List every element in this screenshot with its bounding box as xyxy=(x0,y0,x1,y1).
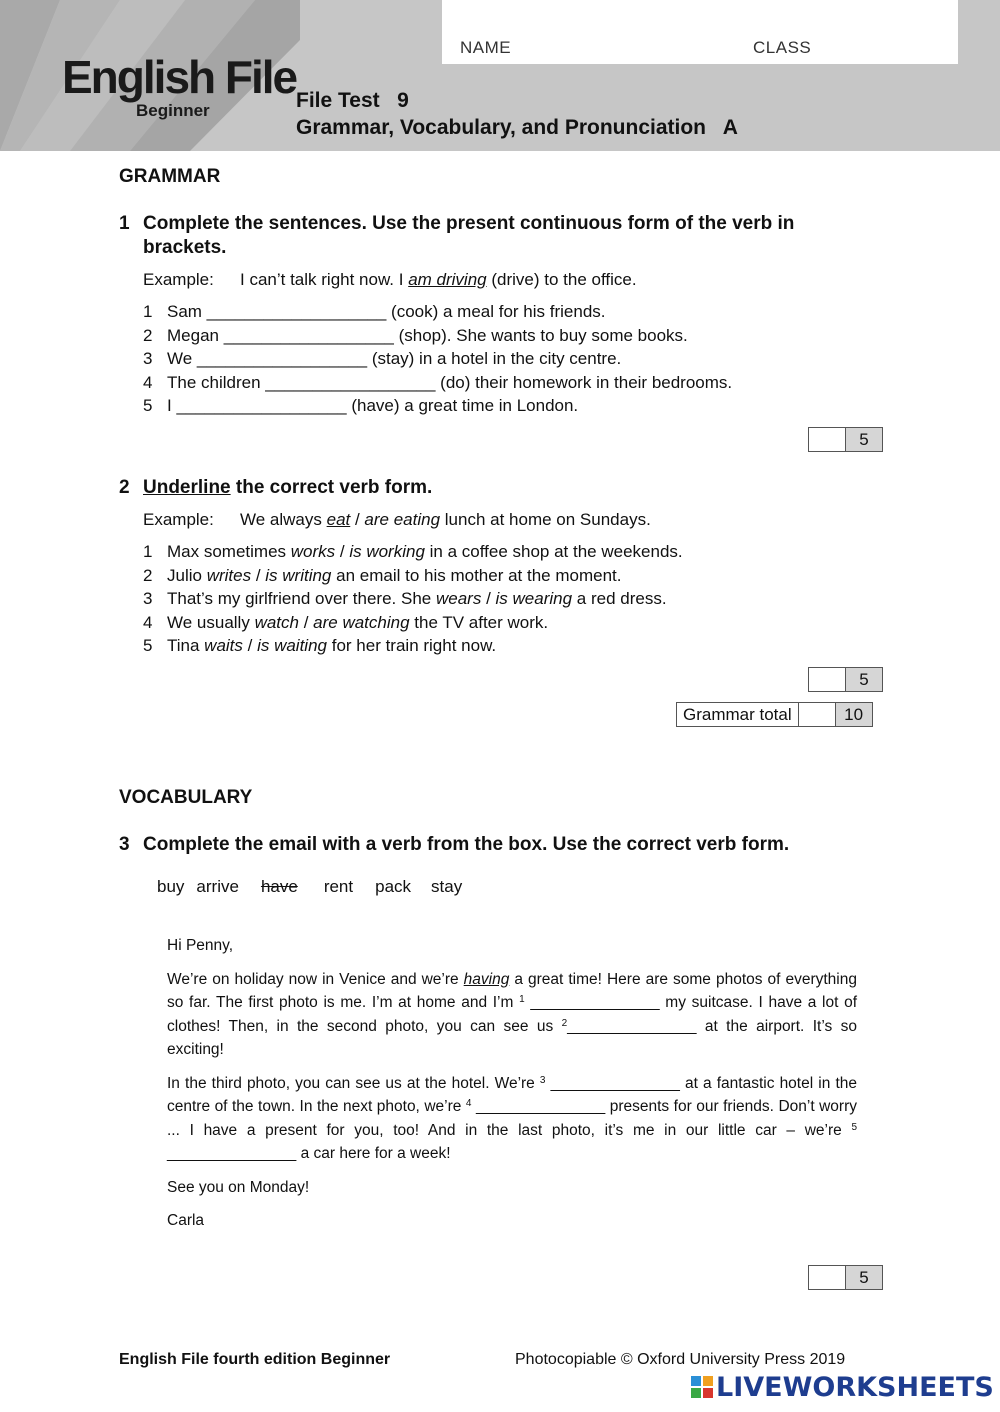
email-gap-text[interactable]: _______________ at a fantastic hotel in the centre of the town. In the next photo, we’re xyxy=(167,1074,857,1115)
option-1[interactable]: watch xyxy=(254,612,299,632)
item-number: 1 xyxy=(143,542,153,561)
test-subtitle-text: Grammar, Vocabulary, and Pronunciation A xyxy=(296,116,738,139)
item-number: 2 xyxy=(143,325,153,345)
email-text: We’re on holiday now in Venice and we’re xyxy=(167,970,464,988)
item-number: 3 xyxy=(143,589,153,608)
q3-instruction: Complete the email with a verb from the box. Use the correct verb form. xyxy=(143,834,790,855)
q1-item[interactable] xyxy=(143,347,732,371)
item-text: Max sometimes xyxy=(167,542,291,561)
test-subtitle xyxy=(296,116,738,140)
q2-score-box xyxy=(808,667,883,692)
score-input[interactable] xyxy=(809,668,846,691)
q3-number: 3 xyxy=(119,834,130,855)
email-gap-text[interactable]: _______________ a car here for a week! xyxy=(167,1145,451,1162)
grammar-total-box xyxy=(676,702,873,727)
word-box-item: stay xyxy=(431,877,463,896)
liveworksheets-text: LIVEWORKSHEETS xyxy=(716,1371,994,1403)
item-text: I __________________ (have) a great time in London. xyxy=(167,396,579,415)
option-1[interactable]: wears xyxy=(435,589,482,608)
q2-number: 2 xyxy=(119,477,130,498)
item-text-end: in a coffee shop at the weekends. xyxy=(424,542,683,561)
email-gap-text[interactable]: _______________ at the airport. It’s so exciting! xyxy=(167,1017,857,1058)
test-title xyxy=(296,89,409,113)
gap-number: 5 xyxy=(851,1121,857,1133)
item-number: 1 xyxy=(143,302,153,321)
example-option-1: eat xyxy=(326,510,351,529)
example-text: I can’t talk right now. I xyxy=(240,270,409,289)
option-2[interactable]: is writing xyxy=(265,565,332,585)
score-input[interactable] xyxy=(809,428,846,451)
option-1[interactable]: writes xyxy=(206,565,252,585)
name-label: NAME xyxy=(460,38,512,57)
name-class-box xyxy=(442,0,958,64)
item-number: 3 xyxy=(143,349,153,368)
q1-number: 1 xyxy=(119,213,130,234)
email-example-answer: having xyxy=(463,970,510,988)
email-closing: See you on Monday! xyxy=(167,1178,310,1196)
option-2[interactable]: are watching xyxy=(313,612,410,632)
email-body xyxy=(167,934,857,1233)
example-answer: am driving xyxy=(408,270,487,289)
q1-score-box xyxy=(808,427,883,452)
example-label: Example: xyxy=(143,510,214,529)
q2-items xyxy=(143,540,683,658)
gap-number: 3 xyxy=(539,1074,546,1086)
q2-item xyxy=(143,564,683,588)
test-title-text: File Test 9 xyxy=(296,89,409,112)
item-text: We usually xyxy=(167,612,255,632)
email-paragraph-1 xyxy=(167,968,857,1062)
example-label: Example: xyxy=(143,270,214,289)
word-box-item: rent xyxy=(323,877,354,896)
option-1[interactable]: works xyxy=(290,542,336,561)
logo-title: English File xyxy=(62,51,297,103)
item-text: Megan __________________ (shop). She wants to buy some books. xyxy=(167,325,688,345)
score-max: 5 xyxy=(846,668,882,691)
grammar-section-title: GRAMMAR xyxy=(119,166,221,187)
q1-item[interactable] xyxy=(143,300,732,324)
gap-number: 1 xyxy=(519,994,525,1005)
example-text-end: lunch at home on Sundays. xyxy=(440,510,651,529)
option-separator: / xyxy=(242,636,258,655)
email-text: a great time! Here are some photos of everything so far. The first photo is me. I’m at home and I’m xyxy=(167,970,857,1011)
page-header xyxy=(0,0,1000,151)
q1-instruction: Complete the sentences. Use the present continuous form of the verb in brackets. xyxy=(143,213,795,258)
email-signature: Carla xyxy=(167,1212,205,1229)
example-text-end: (drive) to the office. xyxy=(486,270,637,289)
item-text-end: the TV after work. xyxy=(409,612,549,632)
score-max: 5 xyxy=(846,428,882,451)
q2-item xyxy=(143,611,683,635)
word-box-item: arrive xyxy=(196,877,239,896)
score-input[interactable] xyxy=(809,1266,846,1289)
option-separator: / xyxy=(481,589,496,608)
liveworksheets-icon xyxy=(691,1376,713,1398)
footer-copyright: Photocopiable © Oxford University Press 2019 xyxy=(515,1351,846,1368)
item-text: We __________________ (stay) in a hotel in the city centre. xyxy=(167,349,622,368)
item-number: 5 xyxy=(143,636,153,655)
gap-number: 2 xyxy=(561,1017,568,1029)
liveworksheets-logo xyxy=(691,1372,994,1402)
option-separator: / xyxy=(251,565,266,585)
word-box xyxy=(157,875,462,899)
q2-instruction xyxy=(143,476,432,500)
option-separator: / xyxy=(335,542,350,561)
item-text: Sam ___________________ (cook) a meal for his friends. xyxy=(167,302,606,321)
option-1[interactable]: waits xyxy=(204,636,243,655)
score-max: 5 xyxy=(846,1266,882,1289)
q2-item xyxy=(143,634,683,658)
q1-item[interactable] xyxy=(143,324,732,348)
q3-score-box xyxy=(808,1265,883,1290)
item-number: 4 xyxy=(143,612,153,632)
word-box-item-used: have xyxy=(260,877,298,896)
email-text: In the third photo, you can see us at the hotel. We’re xyxy=(167,1074,540,1092)
item-text-end: for her train right now. xyxy=(327,636,497,655)
item-text: Tina xyxy=(167,636,205,655)
item-number: 4 xyxy=(143,372,153,392)
q1-example xyxy=(143,268,637,292)
q1-item[interactable] xyxy=(143,394,732,418)
email-paragraph-2 xyxy=(167,1072,857,1166)
item-text: Julio xyxy=(167,565,207,585)
option-separator: / xyxy=(350,510,365,529)
footer-edition: English File fourth edition Beginner xyxy=(119,1351,391,1368)
q2-instruction-rest: the correct verb form. xyxy=(230,477,433,498)
item-text: The children __________________ (do) their homework in their bedrooms. xyxy=(167,372,733,392)
item-text-end: an email to his mother at the moment. xyxy=(331,565,622,585)
item-text-end: a red dress. xyxy=(572,589,667,608)
q2-item xyxy=(143,540,683,564)
total-score-input[interactable] xyxy=(799,703,836,726)
example-option-2: are eating xyxy=(364,510,441,529)
item-number: 2 xyxy=(143,565,153,585)
email-gap-text[interactable]: _______________ my suitcase. I have a lot of clothes! Then, in the second photo, you can see us xyxy=(167,994,858,1035)
class-label: CLASS xyxy=(753,38,812,57)
vocabulary-section-title: VOCABULARY xyxy=(119,787,253,808)
q1-item[interactable] xyxy=(143,371,732,395)
item-text: That’s my girlfriend over there. She xyxy=(167,589,436,608)
email-gap-text[interactable]: _______________ presents for our friends. Don’t worry ... I have a present for you, too! And in the last photo, it’s me in our little car – we’re xyxy=(167,1098,858,1139)
option-2[interactable]: is waiting xyxy=(257,636,327,655)
q1-items xyxy=(143,300,732,418)
option-2[interactable]: is wearing xyxy=(495,589,573,608)
item-number: 5 xyxy=(143,396,153,415)
option-separator: / xyxy=(298,612,314,632)
option-2[interactable]: is working xyxy=(349,542,425,561)
q2-instruction-underline: Underline xyxy=(143,477,231,498)
example-text: We always xyxy=(240,510,327,529)
logo-subtitle: Beginner xyxy=(136,101,210,120)
email-greeting: Hi Penny, xyxy=(167,937,234,954)
word-box-item: pack xyxy=(375,877,412,896)
grammar-total-label: Grammar total xyxy=(677,703,799,726)
gap-number: 4 xyxy=(465,1098,472,1109)
total-max: 10 xyxy=(836,703,872,726)
word-box-item: buy xyxy=(157,877,185,896)
q2-item xyxy=(143,587,683,611)
q2-example xyxy=(143,508,651,532)
